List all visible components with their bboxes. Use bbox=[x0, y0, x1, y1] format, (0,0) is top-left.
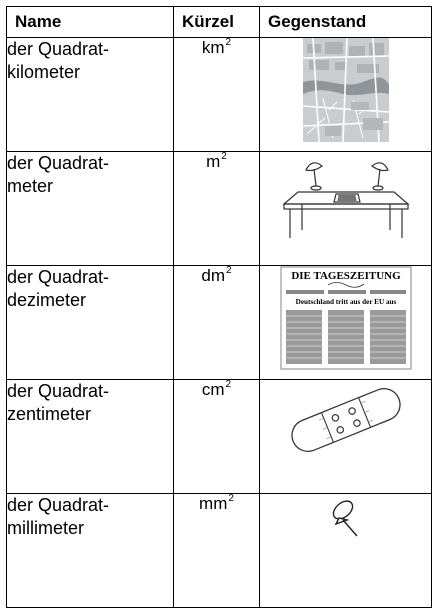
newspaper-icon bbox=[280, 266, 412, 370]
unit-exponent: 2 bbox=[225, 379, 232, 391]
unit-name bbox=[7, 38, 174, 152]
thumbtack-icon bbox=[321, 494, 371, 544]
header-object: Gegenstand bbox=[260, 7, 432, 38]
unit-symbol: m bbox=[206, 152, 221, 171]
city-map-icon bbox=[303, 38, 389, 142]
unit-name bbox=[7, 380, 174, 494]
object-cell bbox=[260, 38, 432, 152]
unit-exponent: 2 bbox=[221, 151, 227, 163]
unit-symbol: cm bbox=[201, 380, 225, 399]
table-row bbox=[7, 380, 432, 494]
table-row bbox=[7, 494, 432, 608]
header-row bbox=[7, 7, 432, 38]
unit-abbreviation bbox=[174, 494, 260, 608]
unit-name-line: der Quadrat- bbox=[7, 495, 110, 515]
object-cell bbox=[260, 152, 432, 266]
unit-abbreviation bbox=[174, 152, 260, 266]
object-cell bbox=[260, 266, 432, 380]
unit-abbreviation bbox=[174, 38, 260, 152]
unit-exponent: 2 bbox=[225, 37, 232, 49]
header-name: Name bbox=[7, 7, 174, 38]
unit-symbol: km bbox=[201, 38, 225, 57]
unit-name bbox=[7, 494, 174, 608]
header-abbreviation: Kürzel bbox=[174, 7, 260, 38]
unit-name-line: dezimeter bbox=[7, 290, 87, 310]
unit-name bbox=[7, 152, 174, 266]
desk-with-lamps-icon bbox=[276, 152, 416, 242]
unit-exponent: 2 bbox=[228, 493, 234, 505]
unit-exponent: 2 bbox=[226, 265, 232, 277]
unit-name bbox=[7, 266, 174, 380]
table-row bbox=[7, 152, 432, 266]
object-cell bbox=[260, 380, 432, 494]
adhesive-bandage-icon bbox=[281, 380, 411, 460]
unit-name-line: der Quadrat- bbox=[7, 39, 110, 59]
table-row bbox=[7, 266, 432, 380]
newspaper-headline: Deutschland tritt aus der EU aus bbox=[295, 298, 396, 306]
unit-name-line: der Quadrat- bbox=[7, 381, 110, 401]
units-table bbox=[6, 6, 432, 608]
object-cell bbox=[260, 494, 432, 608]
table-row bbox=[7, 38, 432, 152]
unit-name-line: meter bbox=[7, 176, 54, 196]
unit-name-line: zentimeter bbox=[7, 404, 92, 424]
unit-abbreviation bbox=[174, 266, 260, 380]
unit-symbol: dm bbox=[201, 266, 226, 285]
unit-name-line: der Quadrat- bbox=[7, 153, 110, 173]
unit-name-line: der Quadrat- bbox=[7, 267, 110, 287]
unit-name-line: kilometer bbox=[7, 62, 81, 82]
unit-abbreviation bbox=[174, 380, 260, 494]
unit-symbol: mm bbox=[199, 494, 228, 513]
newspaper-masthead: DIE TAGESZEITUNG bbox=[290, 270, 401, 282]
unit-name-line: millimeter bbox=[7, 518, 85, 538]
